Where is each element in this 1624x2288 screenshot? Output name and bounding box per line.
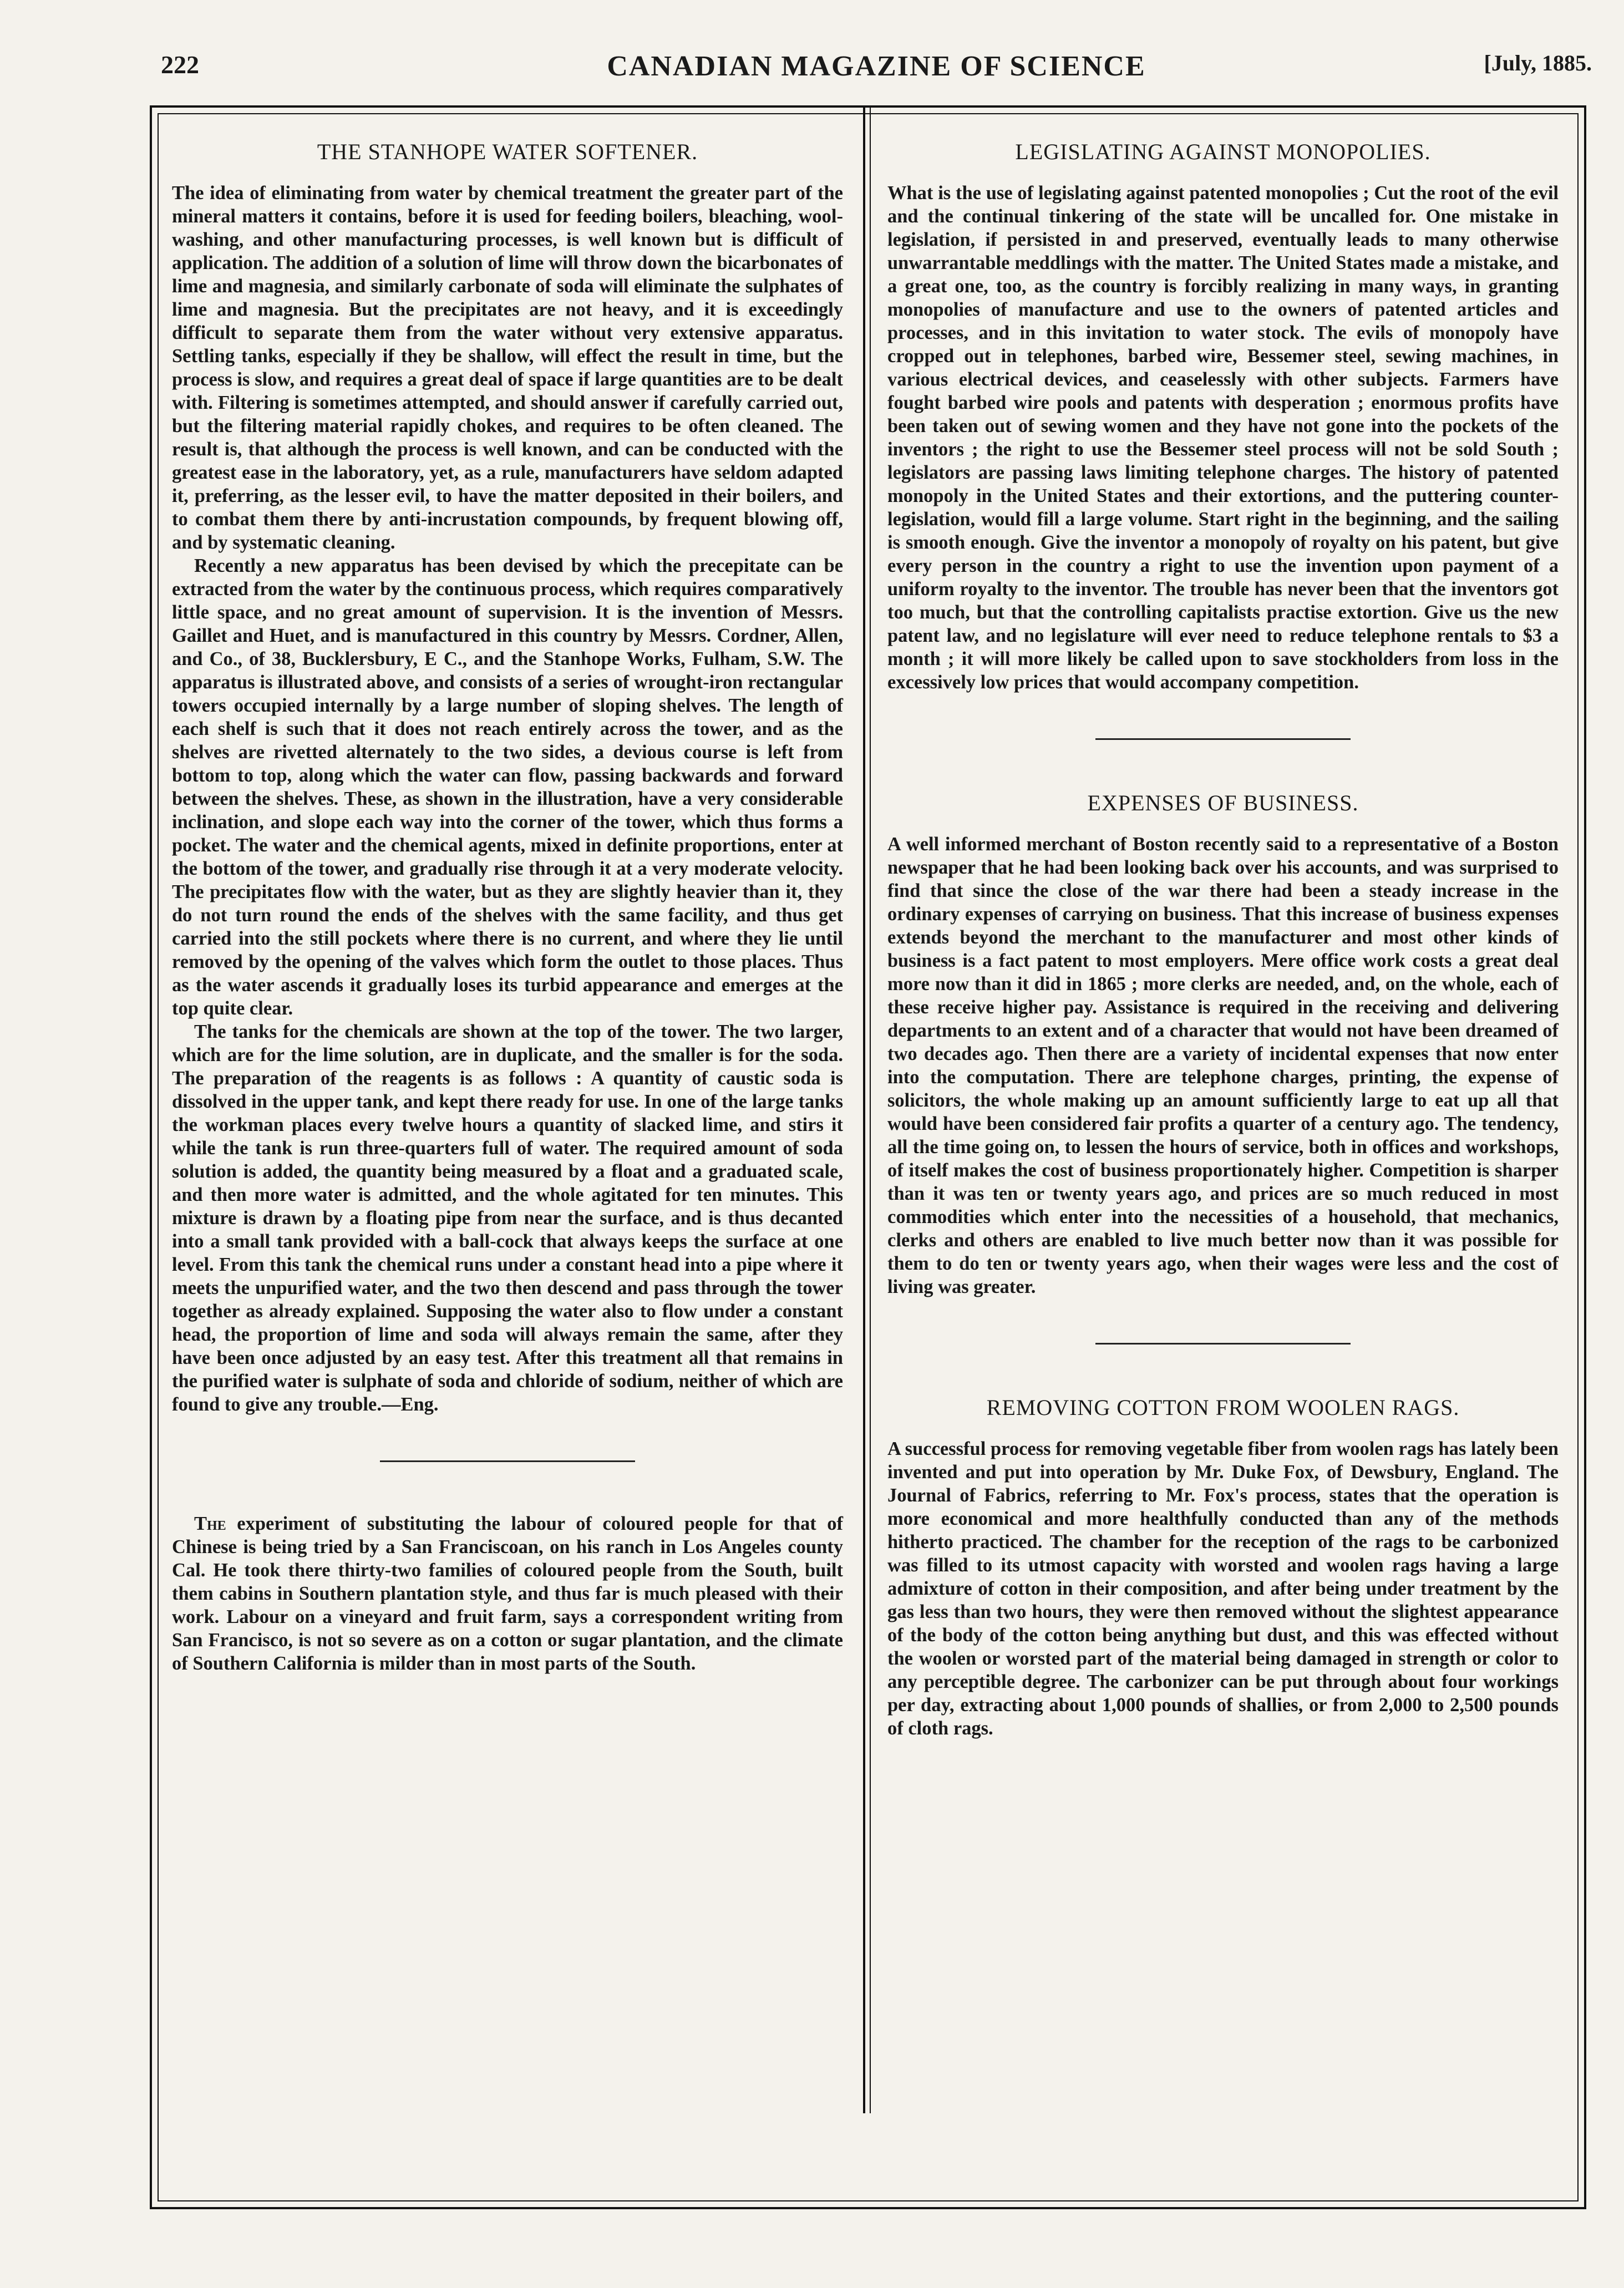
right-column <box>887 139 1559 1740</box>
article-separator <box>1095 1343 1351 1345</box>
article-coloured-labour <box>172 1512 843 1675</box>
magazine-title: CANADIAN MAGAZINE OF SCIENCE <box>607 50 1146 82</box>
article-paragraph: What is the use of legislating against patented monopolies ; Cut the root of the evil and the continual tinkering of the state will be uncalled for. One mistake in legislation, if persisted in and preserved, eventually leads to many otherwise unwarrantable meddlings with the matter. The United States made a mistake, and a great one, too, as the country is forcibly realizing in many ways, in granting monopolies of manufacture and use to the owners of patented articles and processes, and in this invitation to water stock. The evils of monopoly have cropped out in telephones, barbed wire, Bessemer steel, sewing machines, in various electrical devices, and ceaselessly with other subjects. Farmers have fought barbed wire pools and patents with desperation ; enormous profits have been taken out of sewing women and they have not gone into the pockets of the inventors ; the right to use the Bessemer steel process will not be sold South ; legislators are passing laws limiting telephone charges. The history of patented monopoly in the United States and their extortions, and the puttering counter-legislation, would fill a large volume. Start right in the beginning, and the sailing is smooth enough. Give the inventor a monopoly of royalty on his patent, but give every person in the country a right to use the invention upon payment of a uniform royalty to the inventor. The trouble has never been that the inventors got too much, but that the controlling capitalists practise extortion. Give us the new patent law, and no legislature will ever need to reduce telephone rentals to $3 a month ; it will more likely be called upon to save stockholders from loss in the excessively low prices that would accompany competition. <box>887 182 1559 693</box>
left-column <box>172 139 843 1675</box>
article-paragraph: The tanks for the chemicals are shown at the top of the tower. The two larger, which are for the lime solution, are in duplicate, and the smaller is for the soda. The preparation of the reagents is as follows : A quantity of caustic soda is dissolved in the upper tank, and kept there ready for use. In one of the large tanks the workman places every twelve hours a quantity of slacked lime, and stirs it while the tank is run three-quarters full of water. The required amount of soda solution is added, the quantity being measured by a float and a graduated scale, and then more water is admitted, and the whole agitated for ten minutes. This mixture is drawn by a floating pipe from near the surface, and is thus decanted into a small tank provided with a ball-cock that always keeps the surface at one level. From this tank the chemical runs under a constant head into a pipe where it meets the unpurified water, and the two then descend and pass through the tower together as already explained. Supposing the water also to flow under a constant head, the proportion of lime and soda will always remain the same, after they have been once adjusted by an easy test. After this treatment all that remains in the purified water is sulphate of soda and chloride of sodium, neither of which are found to give any trouble.—Eng. <box>172 1021 843 1415</box>
lead-word: The <box>194 1513 226 1534</box>
column-divider <box>863 105 865 2113</box>
article-paragraph: The idea of eliminating from water by chemical treatment the greater part of the mineral matters it contains, before it is used for feeding boilers, bleaching, wool-washing, and other manufacturing processes, is well known but is difficult of application. The addition of a solution of lime will throw down the bicarbonates of lime and magnesia, and similarly carbonate of soda will eliminate the sulphates of lime and magnesia. But the precipitates are not heavy, and it is exceedingly difficult to separate them from the water without very extensive apparatus. Settling tanks, especially if they be shallow, will effect the result in time, but the process is slow, and requires a great deal of space if large quantities are to be dealt with. Filtering is sometimes attempted, and should answer if carefully carried out, but the filtering material rapidly chokes, and requires to be often cleaned. The result is, that although the process is well known, and can be conducted with the greatest ease in the laboratory, yet, as a rule, manufacturers have seldom adapted it, preferring, as the lesser evil, to have the matter deposited in their boilers, and to combat them there by anti-incrustation compounds, by frequent blowing off, and by systematic cleaning. <box>172 182 843 553</box>
article-removing-cotton <box>887 1394 1559 1740</box>
article-separator <box>380 1460 635 1462</box>
article-paragraph <box>172 1512 843 1675</box>
page-header <box>161 50 1592 94</box>
page-number: 222 <box>161 50 199 79</box>
article-paragraph: A successful process for removing vegetable fiber from woolen rags has lately been invented and put into operation by Mr. Duke Fox, of Dewsbury, England. The Journal of Fabrics, referring to Mr. Fox's process, states that the operation is more economical and more healthfully conducted than any of the methods hitherto practiced. The chamber for the reception of the rags to be carbonized was filled to its utmost capacity with worsted and woolen rags having a large admixture of cotton in their composition, and after being under treatment by the gas less than two hours, they were then removed without the slightest appearance of the body of the cotton being anything but dust, and this was effected without the woolen or worsted part of the material being damaged in strength or color to any perceptible degree. The carbonizer can be put through about four workings per day, extracting about 1,000 pounds of shallies, or from 2,000 to 2,500 pounds of cloth rags. <box>887 1438 1559 1739</box>
column-divider-inner <box>870 105 871 2113</box>
article-expenses-of-business <box>887 790 1559 1298</box>
article-title: REMOVING COTTON FROM WOOLEN RAGS. <box>986 1395 1460 1420</box>
article-stanhope-water-softener <box>172 139 843 1416</box>
article-title: EXPENSES OF BUSINESS. <box>1087 790 1359 815</box>
article-separator <box>1095 738 1351 740</box>
issue-date: [July, 1885. <box>1484 50 1592 75</box>
article-paragraph: A well informed merchant of Boston recently said to a representative of a Boston newspaper that he had been looking back over his accounts, and was surprised to find that since the close of the war there had been a steady increase in the ordinary expenses of carrying on business. That this increase of business expenses extends beyond the merchant to the manufacturer and most other kinds of business is a fact patent to most employers. Mere office work costs a great deal more now than it did in 1865 ; more clerks are needed, and, on the whole, each of these receive higher pay. Assistance is required in the receiving and delivering departments to an extent and of a character that would not have been dreamed of two decades ago. Then there are a variety of incidental expenses that now enter into the computation. There are telephone charges, printing, the expense of solicitors, the whole making up an amount sufficiently large to eat up all that would have been considered fair profits a quarter of a century ago. The tendency, all the time going on, to lessen the hours of service, both in offices and workshops, of itself makes the cost of business proportionately higher. Competition is sharper than it was ten or twenty years ago, and prices are so much reduced in most commodities which enter into the necessities of a household, that mechanics, clerks and others are enabled to live much better now than it was possible for them to do ten or twenty years ago, when their wages were less and the cost of living was greater. <box>887 834 1559 1297</box>
article-title: THE STANHOPE WATER SOFTENER. <box>317 139 698 164</box>
article-title: LEGISLATING AGAINST MONOPOLIES. <box>1015 139 1431 164</box>
article-legislating-monopolies <box>887 139 1559 694</box>
article-text: experiment of substituting the labour of coloured people for that of Chinese is being tried by a San Franciscoan, on his ranch in Los Angeles county Cal. He took there thirty-two families of coloured people from the South, built them cabins in Southern plantation style, and thus far is much pleased with their work. Labour on a vineyard and fruit farm, says a correspondent writing from San Francisco, is not so severe as on a cotton or sugar plantation, and the climate of Southern California is milder than in most parts of the South. <box>172 1513 843 1674</box>
article-paragraph: Recently a new apparatus has been devised by which the precepitate can be extracted from the water by the continuous process, which requires comparatively little space, and no great amount of supervision. It is the invention of Messrs. Gaillet and Huet, and is manufactured in this country by Messrs. Cordner, Allen, and Co., of 38, Bucklersbury, E C., and the Stanhope Works, Fulham, S.W. The apparatus is illustrated above, and consists of a series of wrought-iron rectangular towers occupied internally by a large number of sloping shelves. The length of each shelf is such that it does not reach entirely across the tower, and as the shelves are rivetted alternately to the two sides, a devious course is left from bottom to top, along which the water can flow, passing backwards and forward between the shelves. These, as shown in the illustration, have a very considerable inclination, and slope each way into the corner of the tower, which thus forms a pocket. The water and the chemical agents, mixed in definite proportions, enter at the bottom of the tower, and gradually rise through it at a very moderate velocity. The precipitates flow with the water, but as they are slightly heavier than it, they do not turn round the ends of the shelves with the same facility, and thus get carried into the still pockets where there is no current, and where they lie until removed by the opening of the valves which form the outlet to those places. Thus as the water ascends it gradually loses its turbid appearance and emerges at the top quite clear. <box>172 555 843 1019</box>
